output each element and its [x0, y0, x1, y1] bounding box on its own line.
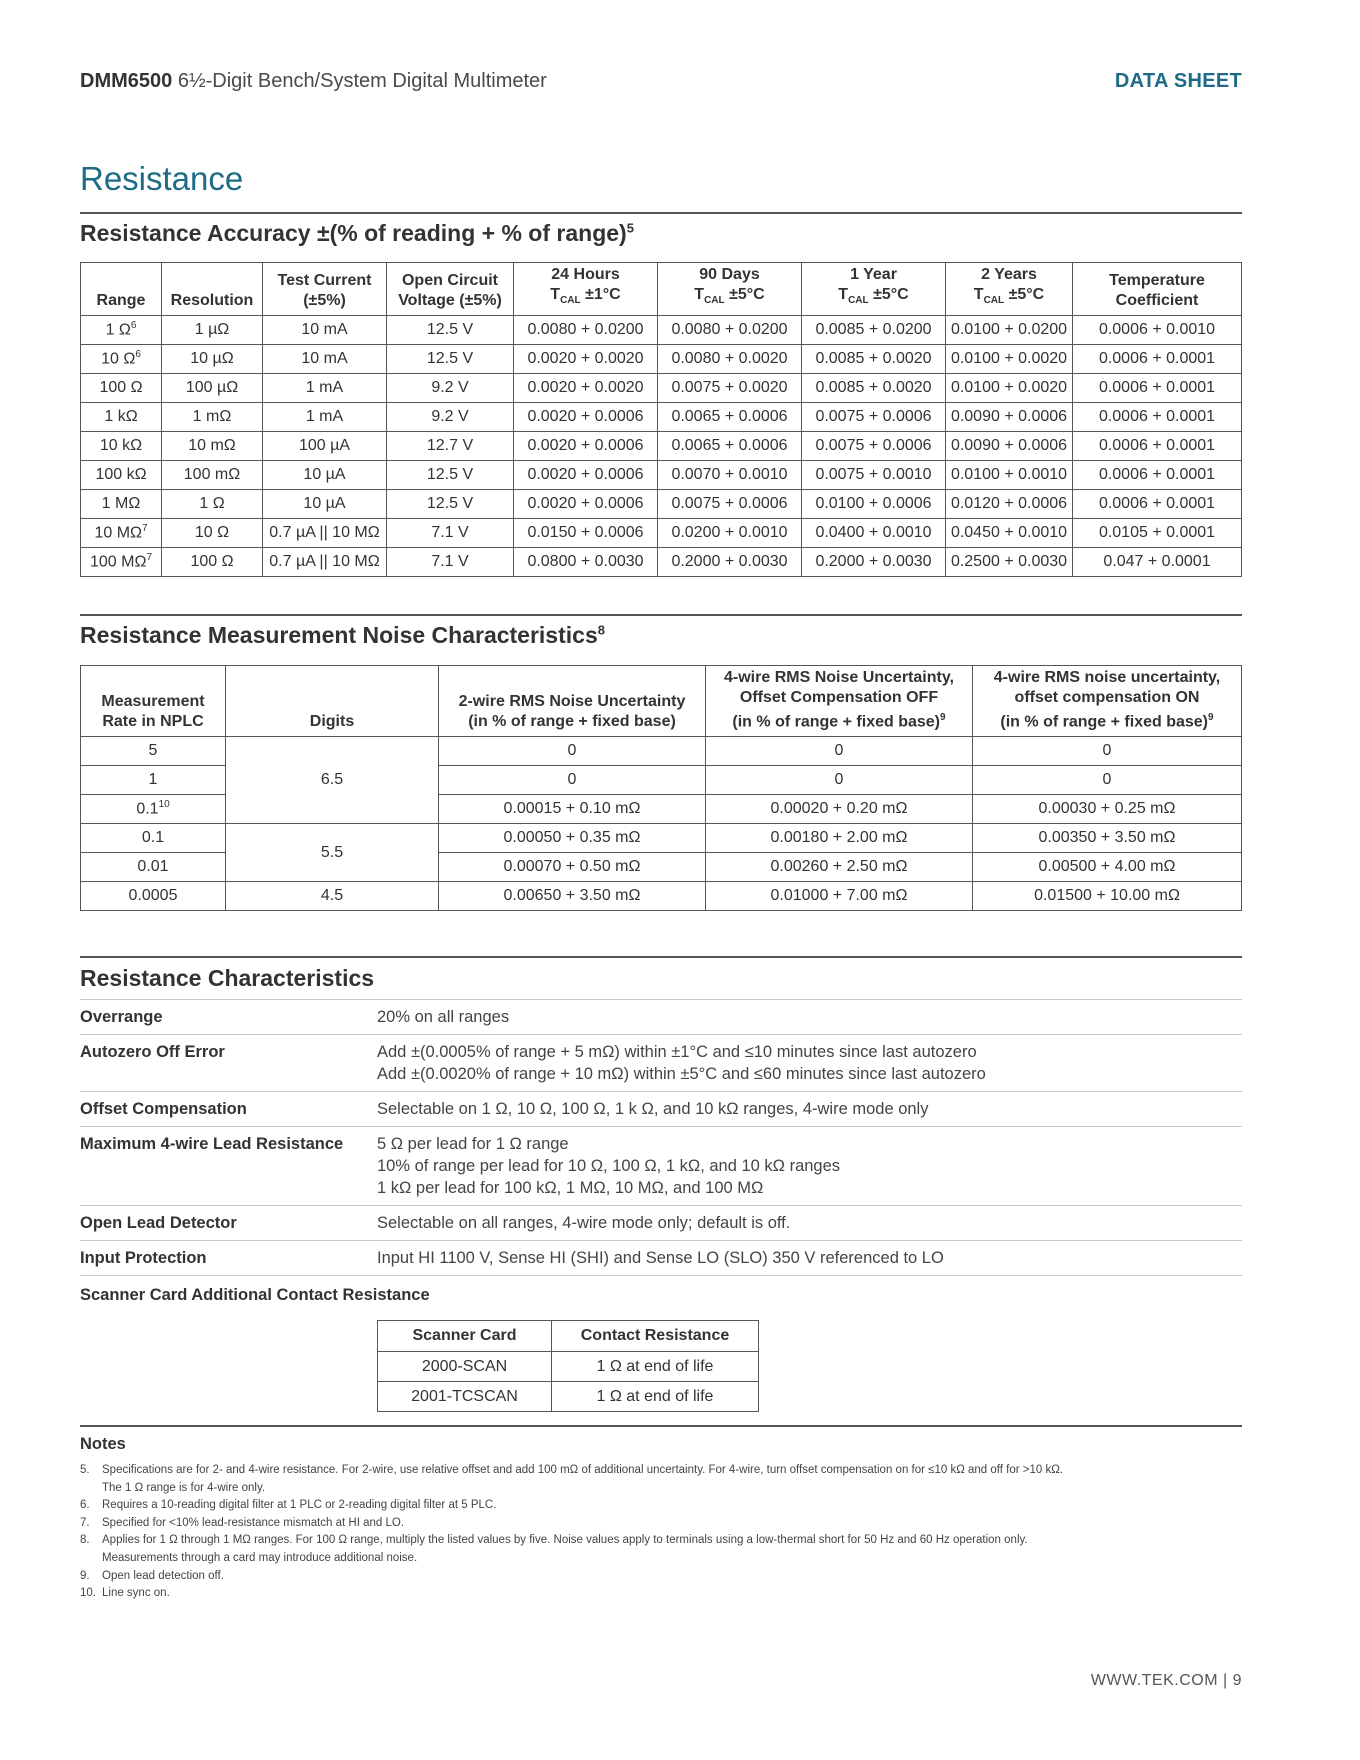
cell-tc: 0.0006 + 0.0010 — [1073, 316, 1242, 345]
section-rule — [80, 1425, 1242, 1427]
cell-cur: 10 mA — [263, 316, 387, 345]
cell-y1: 0.2000 + 0.0030 — [802, 548, 946, 577]
noise-table — [80, 665, 1242, 911]
characteristic-line: Add ±(0.0005% of range + 5 mΩ) within ±1°C and ≤10 minutes since last autozero — [377, 1043, 977, 1061]
table-row — [81, 490, 1242, 519]
cell-y1: 0.0075 + 0.0006 — [802, 432, 946, 461]
table-row — [378, 1382, 759, 1412]
note-line: Specifications are for 2- and 4-wire resistance. For 2-wire, use relative offset and add 100 mΩ of additional uncertainty. For 4-wire, turn offset compensation on for ≤10 kΩ and off for >10 kΩ. — [102, 1464, 1064, 1476]
col-temperature-coefficient: Temperature Coefficient — [1073, 263, 1242, 316]
note-item — [80, 1497, 1242, 1515]
characteristic-value — [377, 1212, 1242, 1234]
cell-w2: 0 — [439, 737, 706, 766]
cell-y2: 0.0090 + 0.0006 — [946, 403, 1073, 432]
cell-y2: 0.2500 + 0.0030 — [946, 548, 1073, 577]
doc-type-label: DATA SHEET — [1114, 70, 1242, 92]
section-rule — [80, 212, 1242, 214]
characteristic-label: Overrange — [80, 1008, 163, 1026]
col-contact-resistance: Contact Resistance — [552, 1321, 759, 1352]
cell-nplc: 0.1 — [81, 824, 226, 853]
cell-h24: 0.0020 + 0.0020 — [514, 345, 658, 374]
cell-cur: 10 µA — [263, 490, 387, 519]
col-resolution: Resolution — [162, 263, 263, 316]
cell-res: 10 Ω — [162, 519, 263, 548]
cell-res: 10 µΩ — [162, 345, 263, 374]
characteristic-value — [377, 1006, 1242, 1028]
cell-h24: 0.0020 + 0.0006 — [514, 432, 658, 461]
cell-res: 1 µΩ — [162, 316, 263, 345]
cell-y1: 0.0075 + 0.0010 — [802, 461, 946, 490]
characteristic-label: Maximum 4-wire Lead Resistance — [80, 1135, 344, 1153]
cell-cur: 0.7 µA || 10 MΩ — [263, 519, 387, 548]
cell-h24: 0.0020 + 0.0006 — [514, 490, 658, 519]
cell-w2: 0.00050 + 0.35 mΩ — [439, 824, 706, 853]
cell-range: 1 kΩ — [81, 403, 162, 432]
cell-w2: 0.00650 + 3.50 mΩ — [439, 882, 706, 911]
cell-w2: 0 — [439, 766, 706, 795]
cell-ocv: 9.2 V — [387, 374, 514, 403]
page-footer: WWW.TEK.COM | 9 — [1090, 1672, 1242, 1689]
cell-ocv: 12.7 V — [387, 432, 514, 461]
cell-range: 1 MΩ — [81, 490, 162, 519]
cell-cur: 1 mA — [263, 403, 387, 432]
cell-d90: 0.0200 + 0.0010 — [658, 519, 802, 548]
characteristic-line: Selectable on 1 Ω, 10 Ω, 100 Ω, 1 k Ω, and 10 kΩ ranges, 4-wire mode only — [377, 1100, 929, 1118]
characteristic-line: 1 kΩ per lead for 100 kΩ, 1 MΩ, 10 MΩ, and 100 MΩ — [377, 1179, 764, 1197]
cell-cur: 10 mA — [263, 345, 387, 374]
cell-range: 100 $M\Omega^7$ — [81, 548, 162, 577]
table-row — [81, 824, 1242, 853]
table-row — [81, 519, 1242, 548]
cell-tc: 0.0006 + 0.0001 — [1073, 461, 1242, 490]
characteristic-row — [80, 1000, 1242, 1035]
col-open-circuit-voltage: Open Circuit Voltage (±5%) — [387, 263, 514, 316]
note-number: 8. — [80, 1534, 90, 1547]
cell-w4off: 0.01000 + 7.00 mΩ — [706, 882, 973, 911]
cell-y2: 0.0100 + 0.0020 — [946, 374, 1073, 403]
cell-w4on: 0.01500 + 10.00 mΩ — [973, 882, 1242, 911]
cell-y1: 0.0085 + 0.0020 — [802, 374, 946, 403]
cell-cur: 0.7 µA || 10 MΩ — [263, 548, 387, 577]
cell-tc: 0.0006 + 0.0001 — [1073, 345, 1242, 374]
characteristic-line: Add ±(0.0020% of range + 10 mΩ) within ±5°C and ≤60 minutes since last autozero — [377, 1065, 986, 1083]
cell-range: 10 $\Omega^6$ — [81, 345, 162, 374]
cell-ocv: 12.5 V — [387, 490, 514, 519]
cell-tc: 0.0006 + 0.0001 — [1073, 432, 1242, 461]
cell-ocv: 12.5 V — [387, 461, 514, 490]
table-header-row — [81, 666, 1242, 737]
characteristics-list — [80, 999, 1242, 1276]
col-2wire-noise: 2-wire RMS Noise Uncertainty (in % of range + fixed base) — [439, 666, 706, 737]
characteristic-row — [80, 1092, 1242, 1127]
table-row — [378, 1352, 759, 1382]
cell-cur: 10 µA — [263, 461, 387, 490]
cell-ocv: 9.2 V — [387, 403, 514, 432]
cell-ocv: 7.1 V — [387, 519, 514, 548]
cell-d90: 0.0075 + 0.0020 — [658, 374, 802, 403]
characteristic-row — [80, 1241, 1242, 1276]
characteristic-label: Offset Compensation — [80, 1100, 247, 1118]
product-name: DMM6500 6½-Digit Bench/System Digital Multimeter — [80, 70, 547, 92]
cell-res: 100 µΩ — [162, 374, 263, 403]
cell-range: 10 kΩ — [81, 432, 162, 461]
table-row — [81, 737, 1242, 766]
cell-range: 100 kΩ — [81, 461, 162, 490]
section-rule — [80, 614, 1242, 616]
characteristic-line: Input HI 1100 V, Sense HI (SHI) and Sense LO (SLO) 350 V referenced to LO — [377, 1249, 944, 1267]
note-item — [80, 1568, 1242, 1586]
cell-cur: 100 µA — [263, 432, 387, 461]
col-1-year: 1 Year $T_{CAL} \pm 5^\circ C$ — [802, 263, 946, 316]
cell-range: 100 Ω — [81, 374, 162, 403]
col-digits: Digits — [226, 666, 439, 737]
cell-y1: 0.0085 + 0.0020 — [802, 345, 946, 374]
note-item — [80, 1532, 1242, 1567]
characteristic-line: 10% of range per lead for 10 Ω, 100 Ω, 1 kΩ, and 10 kΩ ranges — [377, 1157, 841, 1175]
cell-w4on: 0.00350 + 3.50 mΩ — [973, 824, 1242, 853]
characteristic-row — [80, 1127, 1242, 1206]
note-item — [80, 1585, 1242, 1603]
cell-w4off: 0.00020 + 0.20 mΩ — [706, 795, 973, 824]
cell-nplc: $0.1^{10}$ — [81, 795, 226, 824]
page-header — [80, 70, 1242, 96]
cell-tc: 0.0006 + 0.0001 — [1073, 490, 1242, 519]
characteristic-value — [377, 1133, 1242, 1199]
cell-cur: 1 mA — [263, 374, 387, 403]
cell-w4off: 0 — [706, 766, 973, 795]
cell-range: 1 $\Omega^6$ — [81, 316, 162, 345]
table-row — [81, 432, 1242, 461]
cell-h24: 0.0020 + 0.0006 — [514, 461, 658, 490]
note-number: 9. — [80, 1569, 90, 1582]
cell-ocv: 12.5 V — [387, 345, 514, 374]
cell-tc: 0.047 + 0.0001 — [1073, 548, 1242, 577]
scanner-card-table — [377, 1320, 759, 1412]
cell-d90: 0.2000 + 0.0030 — [658, 548, 802, 577]
cell-w4on: 0.00500 + 4.00 mΩ — [973, 853, 1242, 882]
section-title: Resistance — [80, 160, 244, 197]
cell-w4off: 0.00260 + 2.50 mΩ — [706, 853, 973, 882]
characteristic-value — [377, 1247, 1242, 1269]
cell-res: 1 Ω — [162, 490, 263, 519]
cell-res: 1 mΩ — [162, 403, 263, 432]
col-4wire-noise-offset-on: 4-wire RMS noise uncertainty, offset compensation ON (in % of range + fixed base)$^9$ — [973, 666, 1242, 737]
note-item — [80, 1462, 1242, 1497]
characteristic-line: 5 Ω per lead for 1 Ω range — [377, 1135, 569, 1153]
table-row — [81, 461, 1242, 490]
table-row — [81, 374, 1242, 403]
note-number: 7. — [80, 1516, 90, 1529]
cell-w4off: 0 — [706, 737, 973, 766]
table-row — [81, 345, 1242, 374]
characteristic-label: Open Lead Detector — [80, 1214, 237, 1232]
cell-h24: 0.0080 + 0.0200 — [514, 316, 658, 345]
cell-d90: 0.0065 + 0.0006 — [658, 403, 802, 432]
cell-tc: 0.0105 + 0.0001 — [1073, 519, 1242, 548]
cell-y1: 0.0100 + 0.0006 — [802, 490, 946, 519]
note-number: 6. — [80, 1499, 90, 1512]
cell-contact-resistance: 1 Ω at end of life — [552, 1382, 759, 1412]
characteristics-title: Resistance Characteristics — [80, 965, 375, 991]
cell-h24: 0.0150 + 0.0006 — [514, 519, 658, 548]
note-number: 5. — [80, 1464, 90, 1476]
accuracy-table — [80, 262, 1242, 577]
cell-y2: 0.0100 + 0.0200 — [946, 316, 1073, 345]
cell-digits: 4.5 — [226, 882, 439, 911]
accuracy-title: Resistance Accuracy ±(% of reading + % of range)$^5$ — [80, 220, 634, 246]
table-row — [81, 882, 1242, 911]
col-test-current: Test Current (±5%) — [263, 263, 387, 316]
cell-w4on: 0 — [973, 737, 1242, 766]
note-line: Open lead detection off. — [102, 1569, 224, 1582]
cell-y1: 0.0400 + 0.0010 — [802, 519, 946, 548]
col-measurement-rate: Measurement Rate in NPLC — [81, 666, 226, 737]
cell-tc: 0.0006 + 0.0001 — [1073, 403, 1242, 432]
characteristic-line: 20% on all ranges — [377, 1008, 510, 1026]
section-rule — [80, 956, 1242, 958]
cell-d90: 0.0080 + 0.0200 — [658, 316, 802, 345]
note-line: The 1 Ω range is for 4-wire only. — [102, 1481, 266, 1494]
cell-digits: 5.5 — [226, 824, 439, 882]
cell-res: 100 mΩ — [162, 461, 263, 490]
characteristic-label: Input Protection — [80, 1249, 207, 1267]
note-line: Measurements through a card may introduce additional noise. — [102, 1551, 418, 1564]
col-2-years: 2 Years $T_{CAL} \pm 5^\circ C$ — [946, 263, 1073, 316]
cell-range: 10 $M\Omega^7$ — [81, 519, 162, 548]
col-range: Range — [81, 263, 162, 316]
characteristic-value — [377, 1098, 1242, 1120]
cell-d90: 0.0065 + 0.0006 — [658, 432, 802, 461]
cell-y2: 0.0120 + 0.0006 — [946, 490, 1073, 519]
note-line: Applies for 1 Ω through 1 MΩ ranges. For 100 Ω range, multiply the listed values by five. Noise values apply to terminals using a low-thermal short for 50 Hz and 60 Hz operation only. — [102, 1534, 1028, 1547]
cell-y1: 0.0085 + 0.0200 — [802, 316, 946, 345]
cell-w4off: 0.00180 + 2.00 mΩ — [706, 824, 973, 853]
notes-title: Notes — [80, 1435, 126, 1453]
cell-ocv: 7.1 V — [387, 548, 514, 577]
table-header-row — [81, 263, 1242, 316]
note-line: Specified for <10% lead-resistance mismatch at HI and LO. — [102, 1516, 405, 1529]
cell-y2: 0.0450 + 0.0010 — [946, 519, 1073, 548]
cell-d90: 0.0075 + 0.0006 — [658, 490, 802, 519]
cell-nplc: 1 — [81, 766, 226, 795]
note-number: 10. — [80, 1587, 96, 1600]
cell-contact-resistance: 1 Ω at end of life — [552, 1352, 759, 1382]
cell-d90: 0.0080 + 0.0020 — [658, 345, 802, 374]
cell-h24: 0.0020 + 0.0020 — [514, 374, 658, 403]
col-90-days: 90 Days $T_{CAL} \pm 5^\circ C$ — [658, 263, 802, 316]
cell-res: 10 mΩ — [162, 432, 263, 461]
table-row — [81, 316, 1242, 345]
characteristic-line: Selectable on all ranges, 4-wire mode only; default is off. — [377, 1214, 791, 1232]
noise-title: Resistance Measurement Noise Characteristics$^8$ — [80, 622, 605, 648]
col-scanner-card: Scanner Card — [378, 1321, 552, 1352]
characteristic-row — [80, 1035, 1242, 1092]
cell-ocv: 12.5 V — [387, 316, 514, 345]
cell-d90: 0.0070 + 0.0010 — [658, 461, 802, 490]
col-24-hours: 24 Hours $T_{CAL} \pm 1^\circ C$ — [514, 263, 658, 316]
table-row — [81, 403, 1242, 432]
notes-list — [80, 1462, 1242, 1603]
cell-h24: 0.0020 + 0.0006 — [514, 403, 658, 432]
cell-nplc: 0.0005 — [81, 882, 226, 911]
cell-w2: 0.00015 + 0.10 mΩ — [439, 795, 706, 824]
characteristic-value — [377, 1041, 1242, 1085]
scanner-card-label: Scanner Card Additional Contact Resistance — [80, 1286, 430, 1304]
cell-scanner-card: 2000-SCAN — [378, 1352, 552, 1382]
table-row — [81, 548, 1242, 577]
characteristic-label: Autozero Off Error — [80, 1043, 225, 1061]
note-line: Line sync on. — [102, 1587, 170, 1600]
table-header-row — [378, 1321, 759, 1352]
cell-y2: 0.0100 + 0.0010 — [946, 461, 1073, 490]
cell-y2: 0.0100 + 0.0020 — [946, 345, 1073, 374]
cell-y1: 0.0075 + 0.0006 — [802, 403, 946, 432]
characteristic-row — [80, 1206, 1242, 1241]
cell-tc: 0.0006 + 0.0001 — [1073, 374, 1242, 403]
cell-nplc: 0.01 — [81, 853, 226, 882]
cell-w2: 0.00070 + 0.50 mΩ — [439, 853, 706, 882]
cell-w4on: 0 — [973, 766, 1242, 795]
cell-digits: 6.5 — [226, 737, 439, 824]
note-item — [80, 1515, 1242, 1533]
col-4wire-noise-offset-off: 4-wire RMS Noise Uncertainty, Offset Compensation OFF (in % of range + fixed base)$^9$ — [706, 666, 973, 737]
cell-scanner-card: 2001-TCSCAN — [378, 1382, 552, 1412]
note-line: Requires a 10-reading digital filter at 1 PLC or 2-reading digital filter at 5 PLC. — [102, 1499, 497, 1512]
cell-y2: 0.0090 + 0.0006 — [946, 432, 1073, 461]
cell-h24: 0.0800 + 0.0030 — [514, 548, 658, 577]
cell-w4on: 0.00030 + 0.25 mΩ — [973, 795, 1242, 824]
cell-nplc: 5 — [81, 737, 226, 766]
cell-res: 100 Ω — [162, 548, 263, 577]
